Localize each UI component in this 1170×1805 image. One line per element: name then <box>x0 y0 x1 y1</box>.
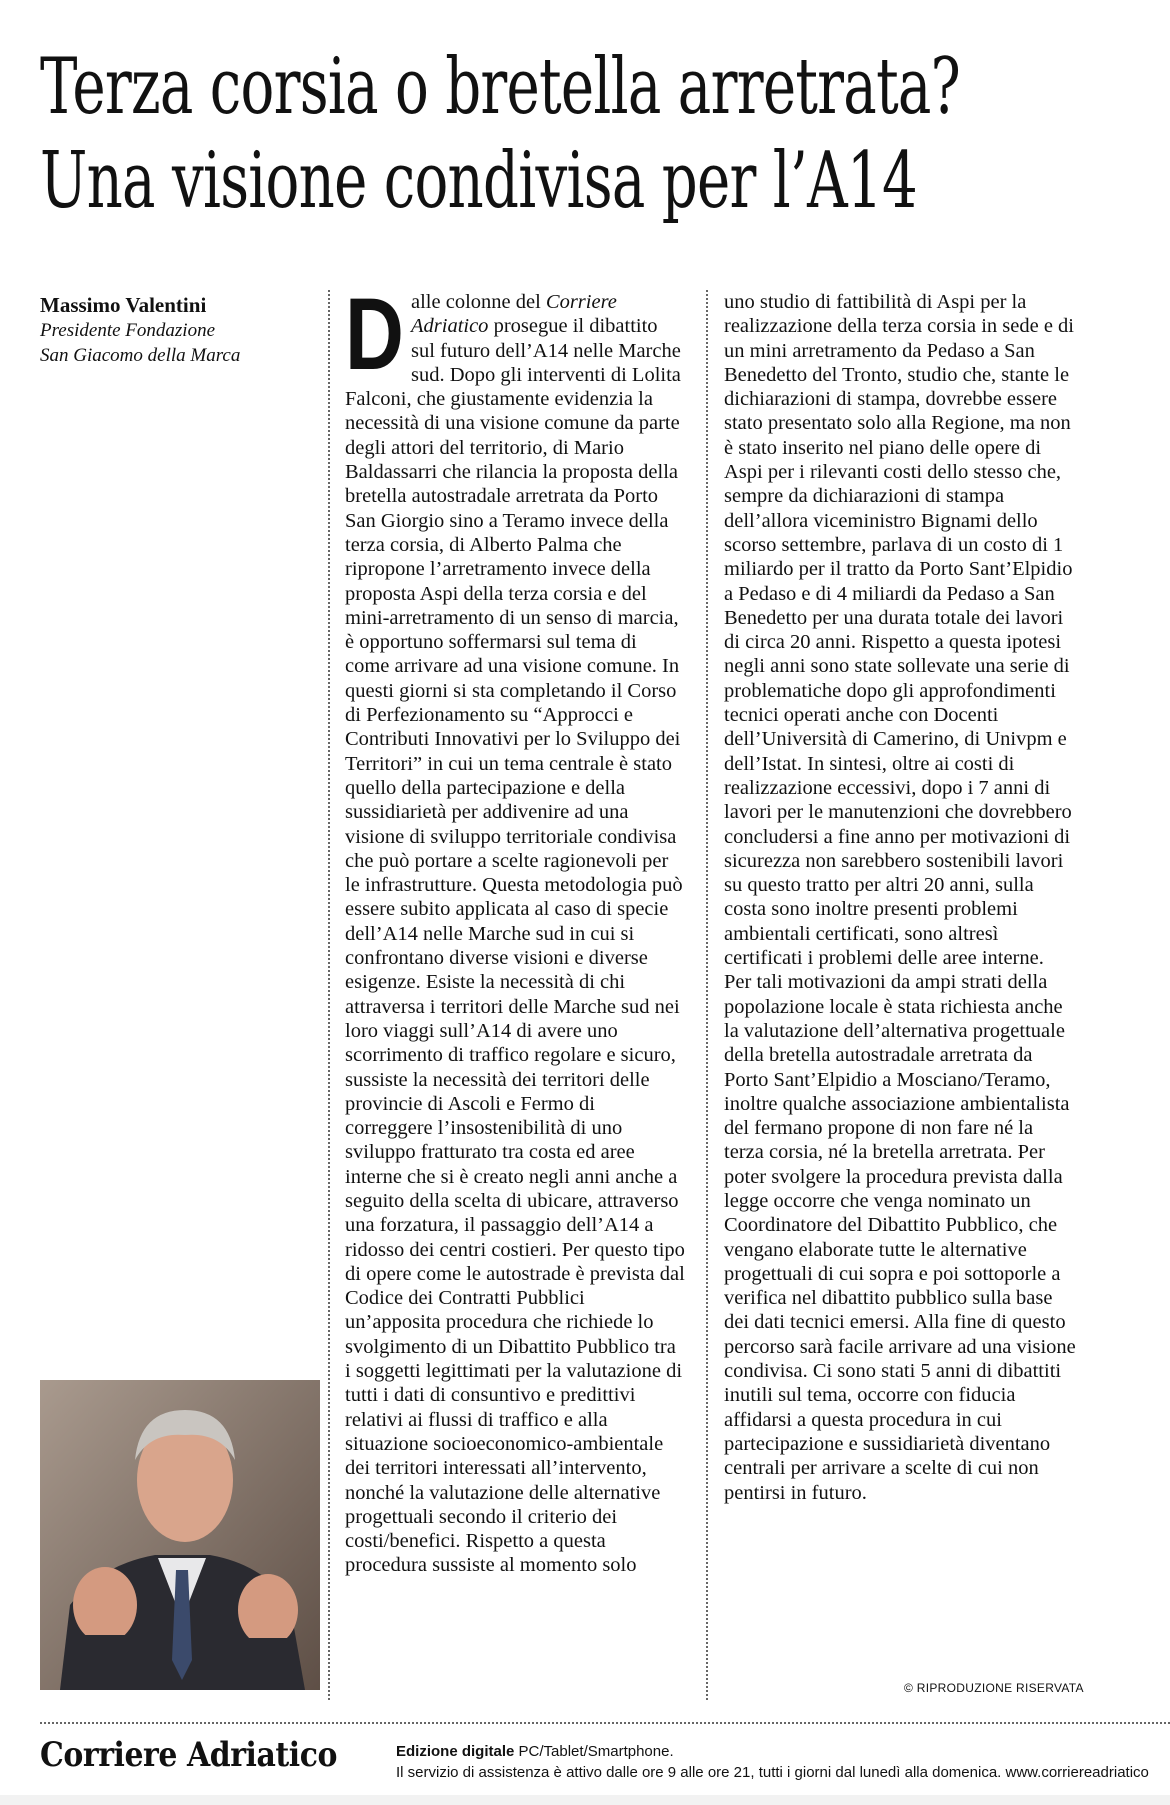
footer-info <box>396 1741 1170 1783</box>
author-byline <box>40 292 310 368</box>
footer-divider <box>40 1722 1170 1724</box>
author-role-line-2: San Giacomo della Marca <box>40 345 241 366</box>
author-role-line-1: Presidente Fondazione <box>40 320 216 341</box>
edition-line <box>396 1741 1170 1762</box>
edition-label: Edizione digitale <box>396 1743 515 1760</box>
body-text-column-2: uno studio di fattibilità di Aspi per la realizzazione della terza corsia in sede e di un mini arretramento da Pedaso a San Benedetto del Tronto, studio che, stante le dichiarazioni di stampa, dovrebbe essere stato presentato solo alla Regione, ma non è stato inserito nel piano delle opere di Aspi per i rilevanti costi dello stesso che, sempre da dichiarazioni di stampa dell’allora viceministro Bignami dello scorso settembre, parlava di un costo di 1 miliardo per il tratto da Porto Sant’Elpidio a Pedaso e di 4 miliardi da Pedaso a San Benedetto per una durata totale dei lavori di circa 20 anni. Rispetto a questa ipotesi negli anni sono state sollevate una serie di problematiche dopo gli approfondimenti tecnici operati anche con Docenti dell’Università di Camerino, di Univpm e dell’Istat. In sintesi, oltre ai costi di realizzazione eccessivi, dopo i 7 anni di lavori per le manutenzioni che dovrebbero concludersi a fine anno per motivazioni di sicurezza non sarebbero sostenibili lavori su questo tratto per altri 20 anni, sulla costa sono inoltre presenti problemi ambientali certificati, sono altresì certificati i problemi delle aree interne. Per tali motivazioni da ampi strati della popolazione locale è stata richiesta anche la valutazione dell’alternativa progettuale della bretella autostradale arretrata da Porto Sant’Elpidio a Mosciano/Teramo, inoltre qualche associazione ambientalista del fermano propone di non fare né la terza corsia, né la bretella arretrata. Per poter svolgere la procedura prevista dalla legge occorre che venga nominato un Coordinatore del Dibattito Pubblico, che vengano elaborate tutte le alternative progettuali di cui sopra e poi sottoporle a verifica nel dibattito pubblico sulla base dei dati tecnici emersi. Alla fine di questo percorso sarà facile arrivare ad una visione condivisa. Ci sono stati 5 anni di dibattiti inutili sul tema, occorre con fiducia affidarsi a questa procedura in cui partecipazione e sussidiarietà diventano centrali per arrivare a scelte di cui non pentirsi in futuro. <box>724 291 1076 1504</box>
body-text-column-1: prosegue il dibattito sul futuro dell’A14 nelle Marche sud. Dopo gli interventi di Lolita Falconi, che giustamente evidenzia la necessità di una visione comune da parte degli attori del territorio, di Mario Baldassarri che rilancia la proposta della bretella autostradale arretrata da Porto San Giorgio sino a Teramo invece della terza corsia, di Alberto Palma che ripropone l’arretramento invece della proposta Aspi della terza corsia e del mini-arretramento di un senso di marcia, è opportuno soffermarsi sul tema di come arrivare ad una visione comune. In questi giorni si sta completando il Corso di Perfezionamento su “Approcci e Contributi Innovativi per lo Sviluppo dei Territori” in cui un tema centrale è stato quello della partecipazione e della sussidiarietà per addivenire ad una visione di sviluppo territoriale condivisa che può portare a scelte ragionevoli per le infrastrutture. Questa metodologia può essere subito applicata al caso di specie dell’A14 nelle Marche sud in cui si confrontano diverse visioni e diverse esigenze. Esiste la necessità di chi attraversa i territori delle Marche sud nei loro viaggi sull’A14 di avere uno scorrimento di traffico regolare e sicuro, sussiste la necessità dei territori delle provincie di Ascoli e Fermo di correggere l’insostenibilità di uno sviluppo fratturato tra costa ed aree interne che si è creato negli anni anche a seguito della scelta di ubicare, attraverso una forzatura, il passaggio dell’A14 a ridosso dei centri costieri. Per questo tipo di opere come le autostrade è prevista dal Codice dei Contratti Pubblici un’apposita procedura che richiede lo svolgimento di un Dibattito Pubblico tra i soggetti legittimati per la valutazione di tutti i dati di consuntivo e predittivi relativi ai flussi di traffico e alla situazione socioeconomico-ambientale dei territori interessati all’intervento, nonché la valutazione delle alternative progettuali secondo il criterio dei costi/benefici. Rispetto a questa procedura sussiste al momento solo <box>345 315 685 1577</box>
author-name: Massimo Valentini <box>40 293 207 317</box>
author-photo <box>40 1380 320 1690</box>
article-column-1 <box>345 277 685 1578</box>
drop-cap: D <box>345 277 404 391</box>
service-text: Il servizio di assistenza è attivo dalle ore 9 alle ore 21, tutti i giorni dal lunedì alla domenica. www.corriereadriatico <box>396 1764 1149 1781</box>
article-paragraph-1 <box>345 277 685 1578</box>
column-divider <box>706 290 708 1700</box>
newspaper-logo: Corriere Adriatico <box>40 1735 338 1775</box>
headline-line-1: Terza corsia o bretella arretrata? <box>40 42 961 132</box>
copyright-notice: © RIPRODUZIONE RISERVATA <box>904 1681 1084 1695</box>
lead-text: alle colonne del <box>411 291 546 313</box>
headline <box>40 40 961 228</box>
headline-line-2: Una visione condivisa per l’A14 <box>40 136 917 226</box>
page-bottom-strip <box>0 1795 1170 1805</box>
newspaper-name-italic: Corriere Adriatico <box>411 291 617 338</box>
portrait-photo-icon <box>40 1380 320 1690</box>
edition-devices: PC/Tablet/Smartphone. <box>518 1743 674 1760</box>
column-divider <box>328 290 330 1700</box>
article-column-2 <box>724 290 1076 1505</box>
